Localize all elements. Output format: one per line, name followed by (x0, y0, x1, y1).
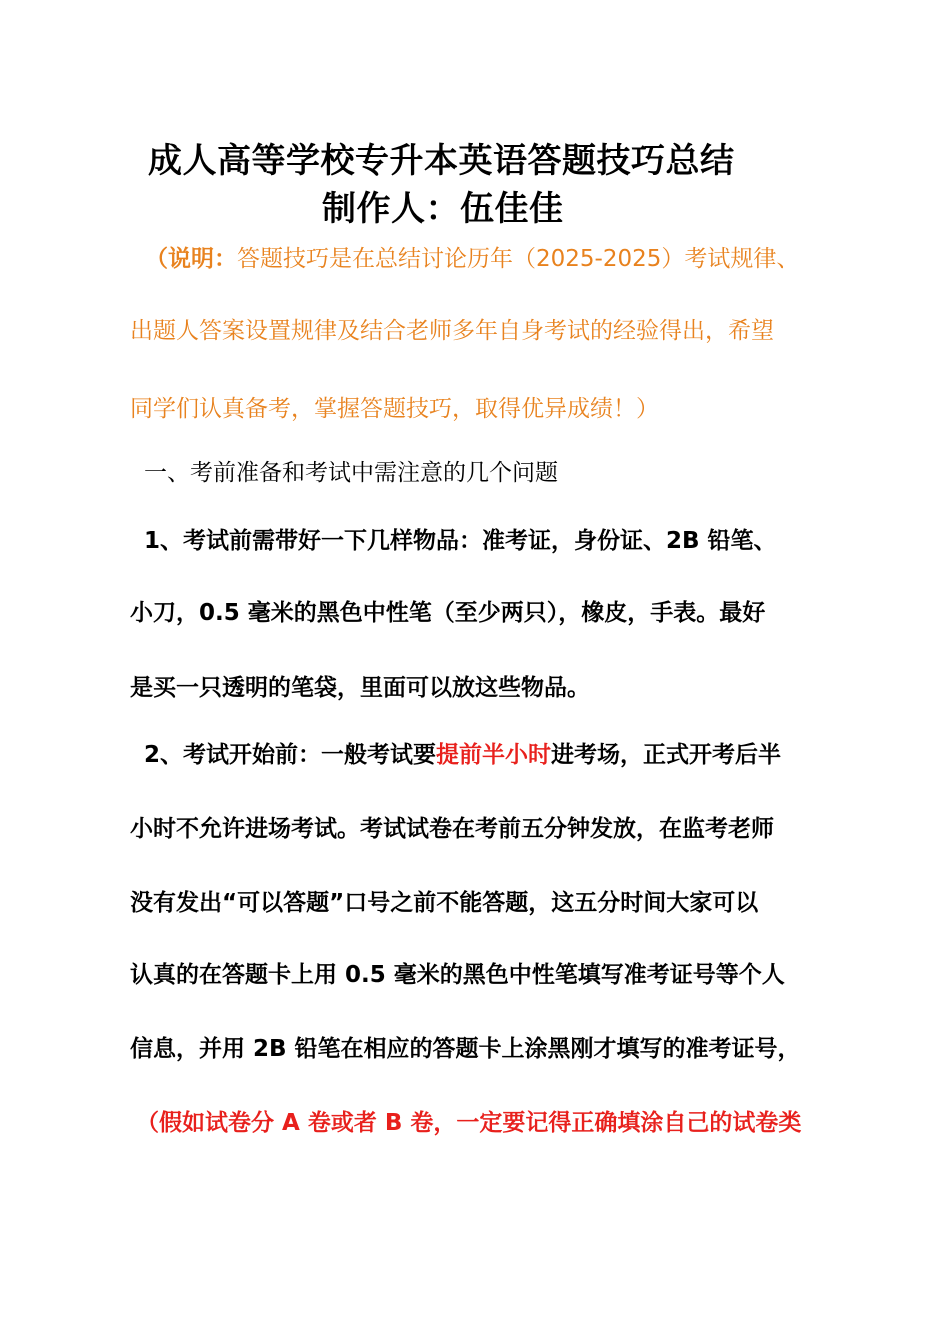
note-line-3: 同学们认真备考，掌握答题技巧，取得优异成绩！） (130, 396, 659, 422)
item2-text-1b: 进考场，正式开考后半 (551, 742, 782, 768)
author-line: 制作人：伍佳佳 (322, 189, 564, 229)
item2-line-5: 信息，并用 2B 铅笔在相应的答题卡上涂黑刚才填写的准考证号， (130, 1036, 801, 1062)
note-line-2: 出题人答案设置规律及结合老师多年自身考试的经验得出，希望 (130, 318, 774, 344)
item1-line-3: 是买一只透明的笔袋，里面可以放这些物品。 (130, 675, 590, 701)
item2-highlight-time: 提前半小时 (436, 742, 552, 768)
note-label: （说明： (145, 246, 237, 272)
item2-line-2: 小时不允许进场考试。考试试卷在考前五分钟发放，在监考老师 (130, 816, 774, 842)
item2-line-3: 没有发出“可以答题”口号之前不能答题，这五分时间大家可以 (130, 890, 759, 916)
item1-line-2: 小刀，0.5 毫米的黑色中性笔（至少两只），橡皮，手表。最好 (130, 600, 766, 626)
item2-text-1a: 2、考试开始前：一般考试要 (144, 742, 437, 768)
document-title: 成人高等学校专升本英语答题技巧总结 (148, 141, 735, 181)
note-text-1: 答题技巧是在总结讨论历年（2025-2025）考试规律、 (237, 246, 800, 272)
item1-line-1: 1、考试前需带好一下几样物品：准考证，身份证、2B 铅笔、 (144, 528, 777, 554)
note-line-1 (145, 248, 799, 271)
section-heading: 一、考前准备和考试中需注意的几个问题 (144, 460, 558, 486)
item2-line-1 (144, 744, 781, 767)
item2-line-6: （假如试卷分 A 卷或者 B 卷，一定要记得正确填涂自己的试卷类 (136, 1110, 802, 1136)
item2-line-4: 认真的在答题卡上用 0.5 毫米的黑色中性笔填写准考证号等个人 (130, 962, 785, 988)
